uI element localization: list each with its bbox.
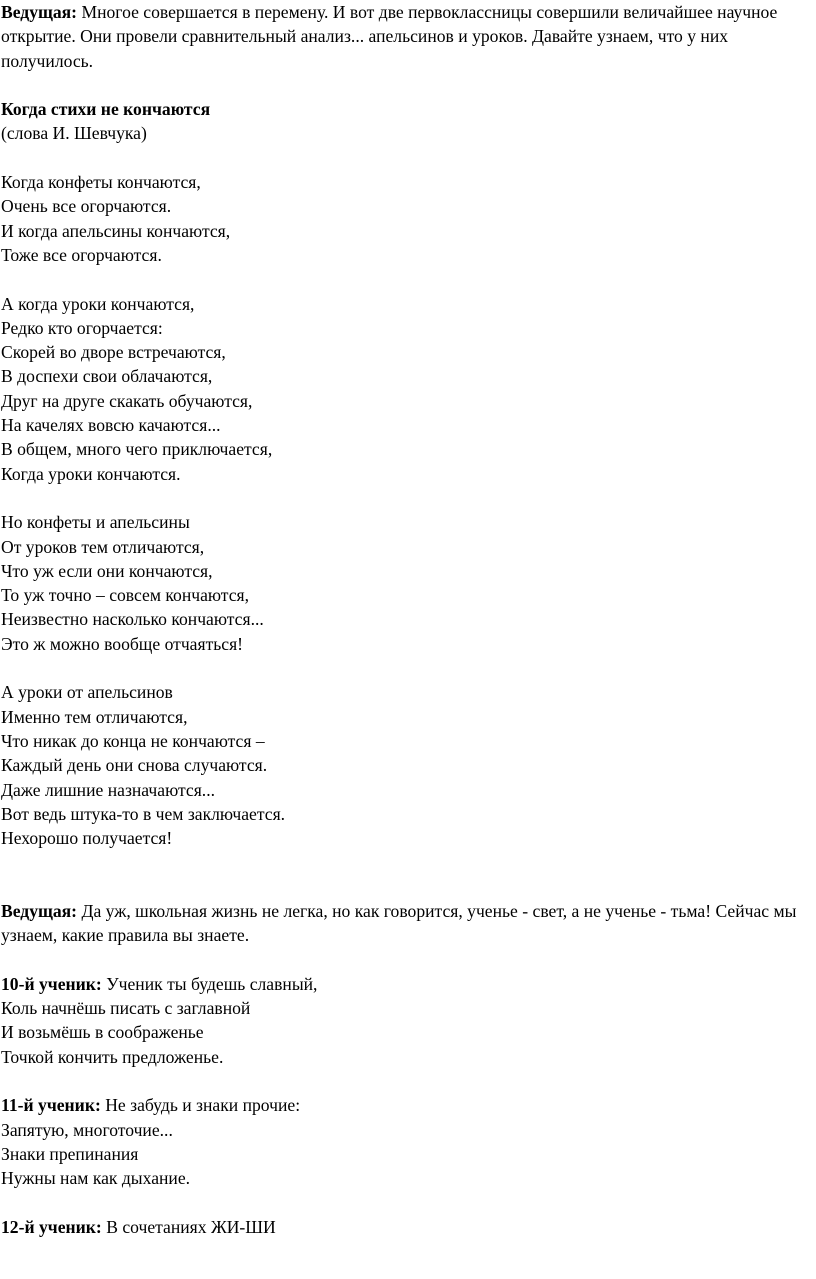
speaker-label: 10-й ученик: (1, 973, 102, 994)
speaker-label: Ведущая: (1, 900, 78, 921)
poem-line: Друг на друге скакать обучаются, (1, 390, 253, 411)
verse-line: И возьмёшь в соображенье (1, 1022, 204, 1043)
spacer (1, 146, 816, 170)
speaker-label: 11-й ученик: (1, 1095, 101, 1116)
poem-line: Нехорошо получается! (1, 828, 173, 849)
poem-line: Неизвестно насколько кончаются... (1, 609, 264, 630)
poem-line: И когда апельсины кончаются, (1, 220, 231, 241)
verse-line-text: Не забудь и знаки прочие: (100, 1095, 301, 1116)
verse-first-line (1, 1215, 816, 1239)
poem-line: То уж точно – совсем кончаются, (1, 585, 250, 606)
poem-author: (слова И. Шевчука) (1, 123, 147, 144)
poem-line: Что уж если они кончаются, (1, 560, 213, 581)
poem-line: Это ж можно вообще отчаяться! (1, 633, 244, 654)
poem-line: А уроки от апельсинов (1, 682, 173, 703)
student-10-verse (1, 972, 816, 1069)
poem-title: Когда стихи не кончаются (1, 99, 211, 120)
poem-line: Скорей во дворе встречаются, (1, 342, 226, 363)
student-12-verse (1, 1215, 816, 1239)
verse-line: Знаки препинания (1, 1143, 139, 1164)
student-11-verse (1, 1093, 816, 1190)
verse-line: Запятую, многоточие... (1, 1119, 173, 1140)
poem-line: Даже лишние назначаются... (1, 779, 215, 800)
poem-line: Но конфеты и апельсины (1, 512, 190, 533)
poem-line: Редко кто огорчается: (1, 317, 163, 338)
poem-line: Каждый день они снова случаются. (1, 755, 268, 776)
spacer (1, 656, 816, 680)
verse-line: Точкой кончить предложенье. (1, 1046, 224, 1067)
verse-line-text: Ученик ты будешь славный, (101, 973, 318, 994)
poem-line: Тоже все огорчаются. (1, 244, 162, 265)
spacer (1, 850, 816, 899)
spacer (1, 948, 816, 972)
poem-stanza-3 (1, 510, 816, 656)
verse-first-line (1, 1093, 816, 1117)
poem-line: От уроков тем отличаются, (1, 536, 205, 557)
verse-line-text: В сочетаниях ЖИ-ШИ (101, 1216, 276, 1237)
host-paragraph (1, 899, 815, 948)
host-text: Да уж, школьная жизнь не легка, но как говорится, ученье - свет, а не ученье - тьма! Сейчас мы узнаем, какие правила вы знаете. (1, 900, 797, 946)
spacer (1, 486, 816, 510)
poem-line: Очень все огорчаются. (1, 196, 172, 217)
poem-stanza-2 (1, 292, 816, 486)
spacer (1, 73, 816, 97)
poem-line: Когда уроки кончаются. (1, 463, 181, 484)
verse-line: Коль начнёшь писать с заглавной (1, 998, 251, 1019)
poem-stanza-1 (1, 170, 816, 267)
intro-paragraph (1, 0, 815, 73)
spacer (1, 1191, 816, 1215)
poem-line: Что никак до конца не кончаются – (1, 730, 265, 751)
poem-line: Именно тем отличаются, (1, 706, 188, 727)
verse-line: Нужны нам как дыхание. (1, 1168, 191, 1189)
poem-stanza-4 (1, 680, 816, 850)
intro-text: Многое совершается в перемену. И вот две первоклассницы совершили величайшее научное открытие. Они провели сравнительный анализ... апельсинов и уроков. Давайте узнаем, что у них получилось. (1, 2, 778, 71)
poem-line: А когда уроки кончаются, (1, 293, 195, 314)
poem-line: Вот ведь штука-то в чем заключается. (1, 803, 286, 824)
speaker-label: Ведущая: (1, 2, 78, 22)
spacer (1, 267, 816, 291)
poem-line: Когда конфеты кончаются, (1, 172, 201, 193)
poem-line: В доспехи свои облачаются, (1, 366, 213, 387)
poem-line: В общем, много чего приключается, (1, 439, 273, 460)
verse-first-line (1, 972, 816, 996)
speaker-label: 12-й ученик: (1, 1216, 102, 1237)
poem-line: На качелях вовсю качаются... (1, 415, 221, 436)
spacer (1, 1069, 816, 1093)
